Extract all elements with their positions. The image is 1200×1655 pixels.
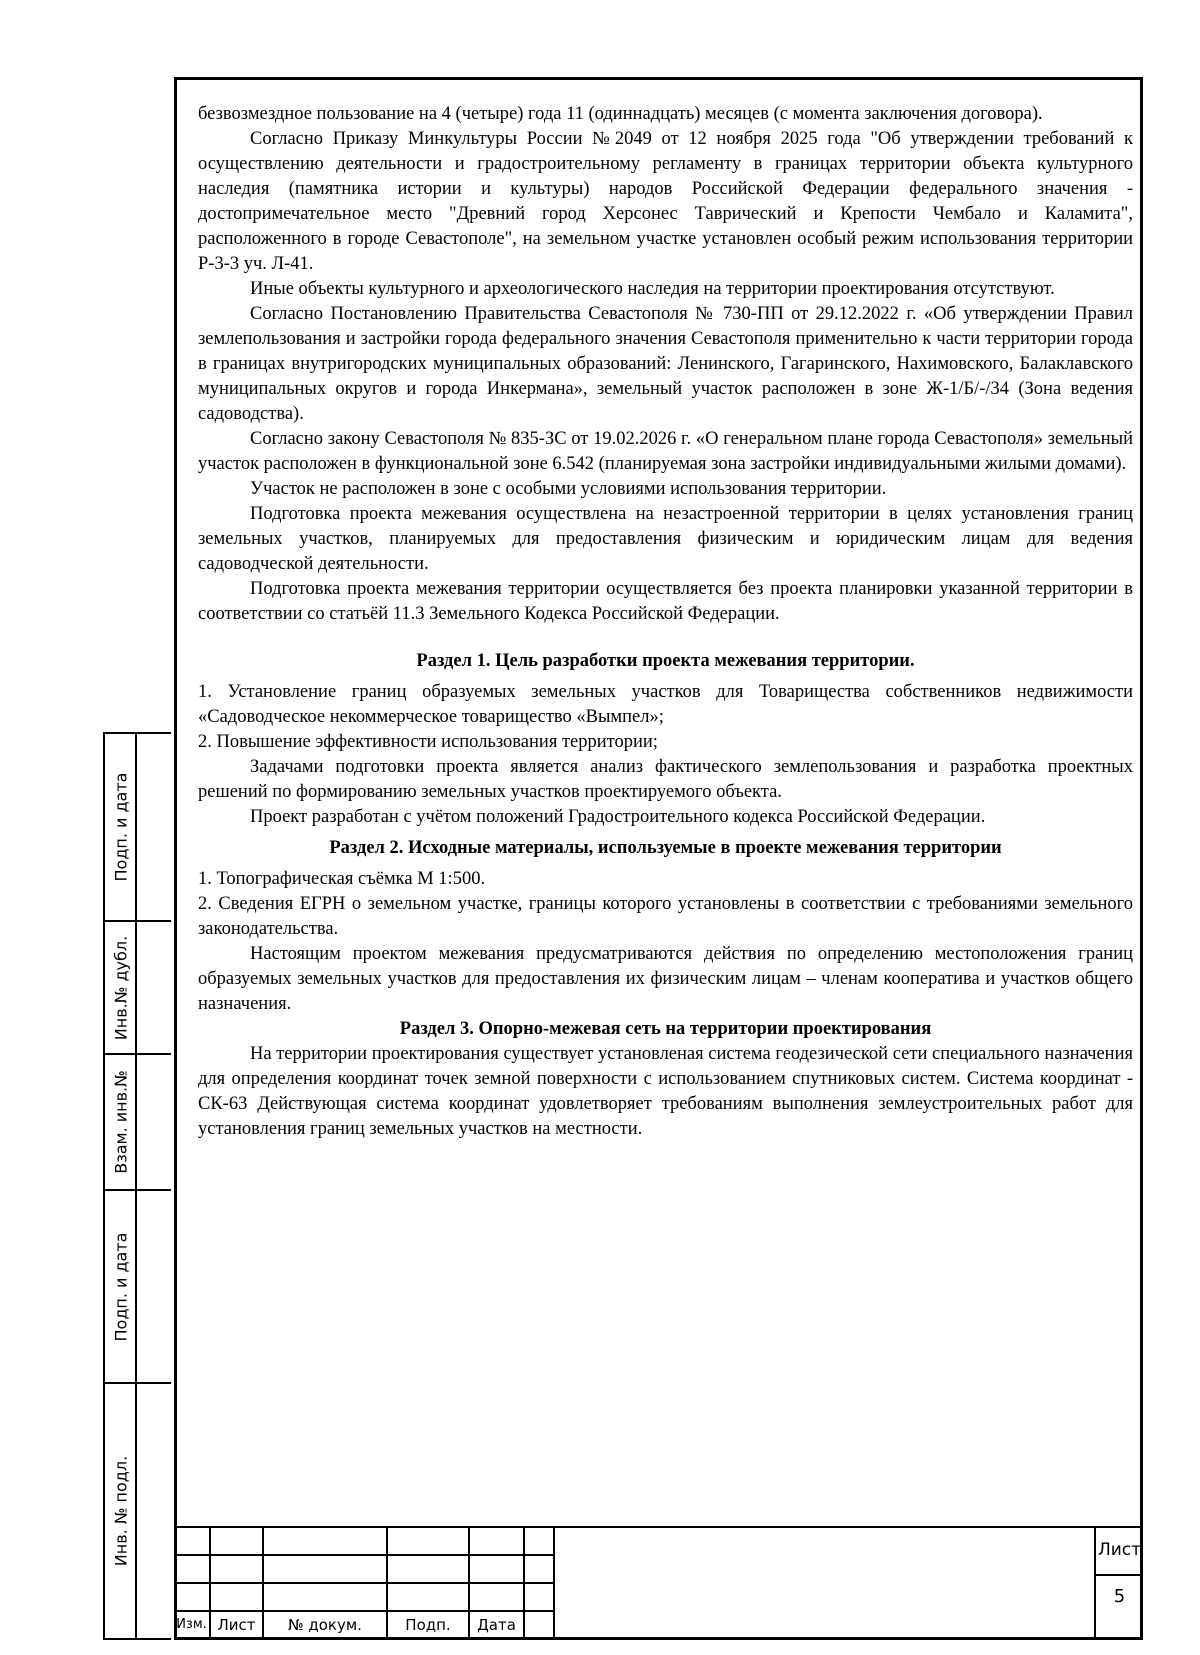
stamp-label: Инв.№ дубл.	[111, 935, 131, 1040]
stamp-cell-signature-date-2	[103, 1189, 171, 1384]
title-block-header: Изм.	[176, 1617, 207, 1632]
paragraph: Подготовка проекта межевания осуществлена на незастроенной территории в целях установления границ земельных участков, планируемых для предоставления физическим и юридическим лицам для ведения садоводческой деятельности.	[198, 504, 1133, 574]
stamp-cell-replaced-inventory	[103, 1053, 171, 1191]
paragraph: Участок не расположен в зоне с особыми условиями использования территории.	[250, 479, 887, 499]
stamp-cell-dup-inventory	[103, 920, 171, 1055]
list-item: 1. Топографическая съёмка М 1:500.	[198, 869, 486, 889]
title-block-header: Дата	[477, 1616, 516, 1634]
title-block-header: № докум.	[288, 1616, 362, 1634]
paragraph: безвозмездное пользование на 4 (четыре) года 11 (одиннадцать) месяцев (с момента заключения договора).	[198, 104, 1043, 124]
sheet-label: Лист	[1097, 1540, 1142, 1560]
document-body	[198, 102, 1133, 1142]
stamp-label: Взам. инв.№	[111, 1070, 131, 1174]
paragraph: Согласно Приказу Минкультуры России №2049 от 12 ноября 2025 года "Об утверждении требований к осуществлению деятельности и градостроительному регламенту в границах территории объекта культурного наследия (памятника истории и культуры) народов Российской Федерации федерального значения - достопримечательное место "Древний город Херсонес Таврический и Крепости Чембало и Каламита", расположенного в городе Севастополе", на земельном участке установлен особый режим использования территории Р-3-3 уч. Л-41.	[198, 129, 1133, 274]
stamp-label: Подп. и дата	[111, 772, 131, 882]
paragraph: Иные объекты культурного и археологического наследия на территории проектирования отсутствуют.	[250, 279, 1055, 299]
paragraph: Проект разработан с учётом положений Градостроительного кодекса Российской Федерации.	[250, 807, 986, 827]
paragraph: Задачами подготовки проекта является анализ фактического землепользования и разработка проектных решений по формированию земельных участков проектируемого объекта.	[198, 757, 1133, 802]
title-block-header: Лист	[217, 1616, 256, 1634]
list-item: 2. Сведения ЕГРН о земельном участке, границы которого установлены в соответствии с требованиями земельного законодательства.	[198, 894, 1133, 939]
section-3-heading: Раздел 3. Опорно-межевая сеть на территории проектирования	[399, 1019, 932, 1039]
list-item: 2. Повышение эффективности использования территории;	[198, 732, 658, 752]
title-block	[174, 1526, 1143, 1640]
section-1-heading: Раздел 1. Цель разработки проекта межевания территории.	[416, 651, 915, 671]
stamp-label: Подп. и дата	[111, 1232, 131, 1341]
stamp-label: Инв. № подл.	[111, 1455, 131, 1567]
paragraph: Подготовка проекта межевания территории осуществляется без проекта планировки указанной территории в соответствии со статьёй 11.3 Земельного Кодекса Российской Федерации.	[198, 579, 1133, 624]
title-block-header: Подп.	[405, 1616, 451, 1634]
stamp-cell-signature-date	[103, 732, 171, 922]
sheet-number: 5	[1113, 1586, 1126, 1607]
stamp-cell-original-inventory	[103, 1382, 171, 1640]
list-item: 1. Установление границ образуемых земельных участков для Товарищества собственников недвижимости «Садоводческое некоммерческое товарищество «Вымпел»;	[198, 682, 1133, 727]
paragraph: Согласно закону Севастополя № 835-ЗС от 19.02.2026 г. «О генеральном плане города Севастополя» земельный участок расположен в функциональной зоне 6.542 (планируемая зона застройки индивидуальными жилыми домами).	[198, 429, 1133, 474]
section-2-heading: Раздел 2. Исходные материалы, используемые в проекте межевания территории	[329, 838, 1002, 858]
paragraph: Настоящим проектом межевания предусматриваются действия по определению местоположения границ образуемых земельных участков для предоставления их физическим лицам – членам кооператива и участков общего назначения.	[198, 944, 1133, 1014]
paragraph: Согласно Постановлению Правительства Севастополя № 730-ПП от 29.12.2022 г. «Об утверждении Правил землепользования и застройки города федерального значения Севастополя применительно к части территории города в границах внутригородских муниципальных образований: Ленинского, Гагаринского, Нахимовского, Балаклавского муниципальных округов и города Инкермана», земельный участок расположен в зоне Ж-1/Б/-/34 (Зона ведения садоводства).	[198, 304, 1133, 424]
paragraph: На территории проектирования существует установленая система геодезической сети специального назначения для определения координат точек земной поверхности с использованием спутниковых систем. Система координат - СК-63 Действующая система координат удовлетворяет требованиям выполнения землеустроительных работ для установления границ земельных участков на местности.	[198, 1044, 1133, 1139]
